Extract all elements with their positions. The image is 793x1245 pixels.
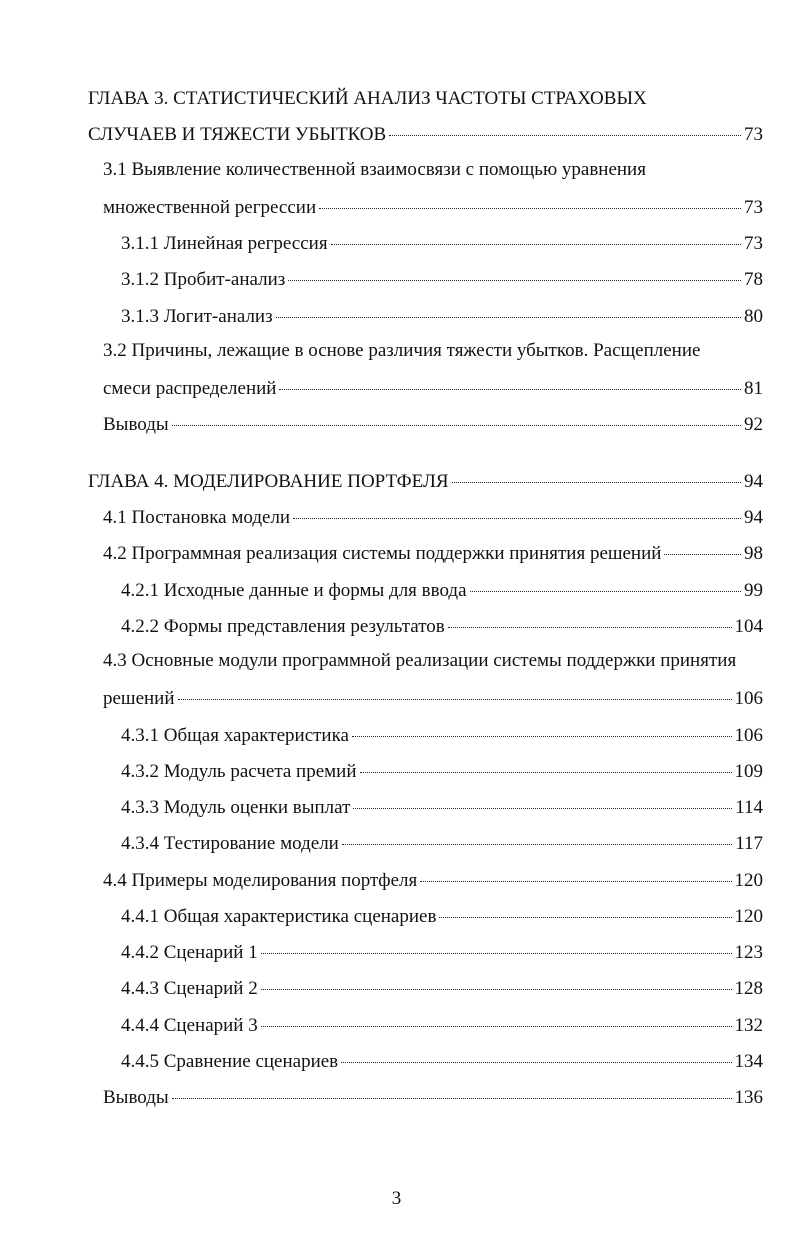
toc-entry-title: 4.1 Постановка модели xyxy=(103,507,291,528)
toc-entry-4-2-2 xyxy=(121,612,763,638)
toc-entry-title: смеси распределений xyxy=(103,378,277,399)
toc-entry-page: 98 xyxy=(744,543,763,564)
toc-entry-title: решений xyxy=(103,688,175,709)
toc-entry-ch4-conclusions xyxy=(103,1083,763,1109)
toc-entry-page: 136 xyxy=(734,1087,763,1108)
toc-entry-page: 99 xyxy=(744,580,763,601)
dot-leader xyxy=(261,970,732,990)
toc-entry-page: 117 xyxy=(735,833,763,854)
toc-entry-title: 4.3.3 Модуль оценки выплат xyxy=(121,797,351,818)
toc-entry-4-3-2 xyxy=(121,757,763,783)
dot-leader xyxy=(420,862,731,882)
toc-entry-title: 4.2.1 Исходные данные и формы для ввода xyxy=(121,580,467,601)
dot-leader xyxy=(319,189,741,209)
toc-entry-4-3 xyxy=(103,684,763,710)
toc-entry-4-4-2 xyxy=(121,938,763,964)
section-3-1-title-line1: 3.1 Выявление количественной взаимосвязи с помощью уравнения xyxy=(103,159,646,180)
toc-entry-title: 3.1.1 Линейная регрессия xyxy=(121,233,328,254)
toc-entry-title: 4.4.2 Сценарий 1 xyxy=(121,942,258,963)
dot-leader xyxy=(261,1007,732,1027)
dot-leader xyxy=(293,499,741,519)
toc-entry-4-4-5 xyxy=(121,1047,763,1073)
toc-entry-page: 81 xyxy=(744,378,763,399)
dot-leader xyxy=(360,753,732,773)
dot-leader xyxy=(353,789,732,809)
toc-entry-page: 106 xyxy=(734,688,763,709)
toc-entry-title: 4.3.1 Общая характеристика xyxy=(121,725,349,746)
chapter-3-title-line1: ГЛАВА 3. СТАТИСТИЧЕСКИЙ АНАЛИЗ ЧАСТОТЫ СТРАХОВЫХ xyxy=(88,88,647,109)
toc-entry-page: 123 xyxy=(734,942,763,963)
toc-entry-page: 94 xyxy=(744,471,763,492)
toc-entry-page: 73 xyxy=(744,124,763,145)
toc-entry-title: ГЛАВА 4. МОДЕЛИРОВАНИЕ ПОРТФЕЛЯ xyxy=(88,471,449,492)
toc-entry-4-4-4 xyxy=(121,1011,763,1037)
toc-entry-4-4 xyxy=(103,866,763,892)
toc-entry-title: 4.2 Программная реализация системы поддержки принятия решений xyxy=(103,543,662,564)
dot-leader xyxy=(172,1079,732,1099)
toc-entry-page: 78 xyxy=(744,269,763,290)
dot-leader xyxy=(276,298,741,318)
toc-entry-title: 3.1.2 Пробит-анализ xyxy=(121,269,286,290)
toc-entry-page: 128 xyxy=(734,978,763,999)
toc-entry-4-1 xyxy=(103,503,763,529)
toc-entry-3-1-1 xyxy=(121,229,763,255)
toc-entry-page: 73 xyxy=(744,197,763,218)
dot-leader xyxy=(664,535,741,555)
dot-leader xyxy=(452,463,741,483)
toc-entry-page: 114 xyxy=(735,797,763,818)
toc-entry-page: 120 xyxy=(734,870,763,891)
toc-entry-title: СЛУЧАЕВ И ТЯЖЕСТИ УБЫТКОВ xyxy=(88,124,387,145)
dot-leader xyxy=(448,608,732,628)
dot-leader xyxy=(261,934,732,954)
toc-entry-page: 104 xyxy=(734,616,763,637)
toc-entry-page: 92 xyxy=(744,414,763,435)
toc-entry-title: 4.4.5 Сравнение сценариев xyxy=(121,1051,339,1072)
toc-entry-page: 120 xyxy=(734,906,763,927)
toc-entry-title: Выводы xyxy=(103,414,169,435)
toc-entry-page: 106 xyxy=(734,725,763,746)
dot-leader xyxy=(279,370,741,390)
toc-entry-title: Выводы xyxy=(103,1087,169,1108)
toc-entry-4-2-1 xyxy=(121,576,763,602)
toc-entry-4-2 xyxy=(103,539,763,565)
toc-entry-3-1-2 xyxy=(121,265,763,291)
page-number: 3 xyxy=(391,1188,402,1209)
dot-leader xyxy=(341,1043,731,1063)
toc-entry-title: 4.3.2 Модуль расчета премий xyxy=(121,761,357,782)
toc-entry-chapter-4 xyxy=(88,467,763,493)
dot-leader xyxy=(389,116,741,136)
toc-entry-title: 4.4 Примеры моделирования портфеля xyxy=(103,870,418,891)
toc-entry-title: 3.1.3 Логит-анализ xyxy=(121,306,273,327)
toc-entry-3-1-3 xyxy=(121,302,763,328)
section-4-3-title-line1: 4.3 Основные модули программной реализации системы поддержки принятия xyxy=(103,650,737,671)
toc-entry-4-4-1 xyxy=(121,902,763,928)
toc-entry-title: 4.3.4 Тестирование модели xyxy=(121,833,339,854)
toc-entry-chapter-3 xyxy=(88,120,763,146)
toc-entry-page: 73 xyxy=(744,233,763,254)
toc-entry-3-1 xyxy=(103,193,763,219)
dot-leader xyxy=(178,680,732,700)
dot-leader xyxy=(470,572,741,592)
toc-entry-page: 80 xyxy=(744,306,763,327)
toc-entry-title: 4.4.4 Сценарий 3 xyxy=(121,1015,258,1036)
toc-entry-title: 4.2.2 Формы представления результатов xyxy=(121,616,445,637)
dot-leader xyxy=(439,898,731,918)
toc-entry-page: 109 xyxy=(734,761,763,782)
dot-leader xyxy=(288,261,741,281)
toc-entry-ch3-conclusions xyxy=(103,410,763,436)
toc-entry-4-3-3 xyxy=(121,793,763,819)
toc-entry-page: 132 xyxy=(734,1015,763,1036)
toc-entry-4-3-1 xyxy=(121,721,763,747)
toc-entry-page: 134 xyxy=(734,1051,763,1072)
toc-entry-title: множественной регрессии xyxy=(103,197,317,218)
toc-entry-4-3-4 xyxy=(121,829,763,855)
toc-entry-title: 4.4.3 Сценарий 2 xyxy=(121,978,258,999)
toc-entry-title: 4.4.1 Общая характеристика сценариев xyxy=(121,906,437,927)
dot-leader xyxy=(172,406,741,426)
toc-entry-3-2 xyxy=(103,374,763,400)
dot-leader xyxy=(342,825,732,845)
section-3-2-title-line1: 3.2 Причины, лежащие в основе различия тяжести убытков. Расщепление xyxy=(103,340,701,361)
dot-leader xyxy=(352,717,732,737)
toc-entry-page: 94 xyxy=(744,507,763,528)
toc-entry-4-4-3 xyxy=(121,974,763,1000)
dot-leader xyxy=(331,225,741,245)
